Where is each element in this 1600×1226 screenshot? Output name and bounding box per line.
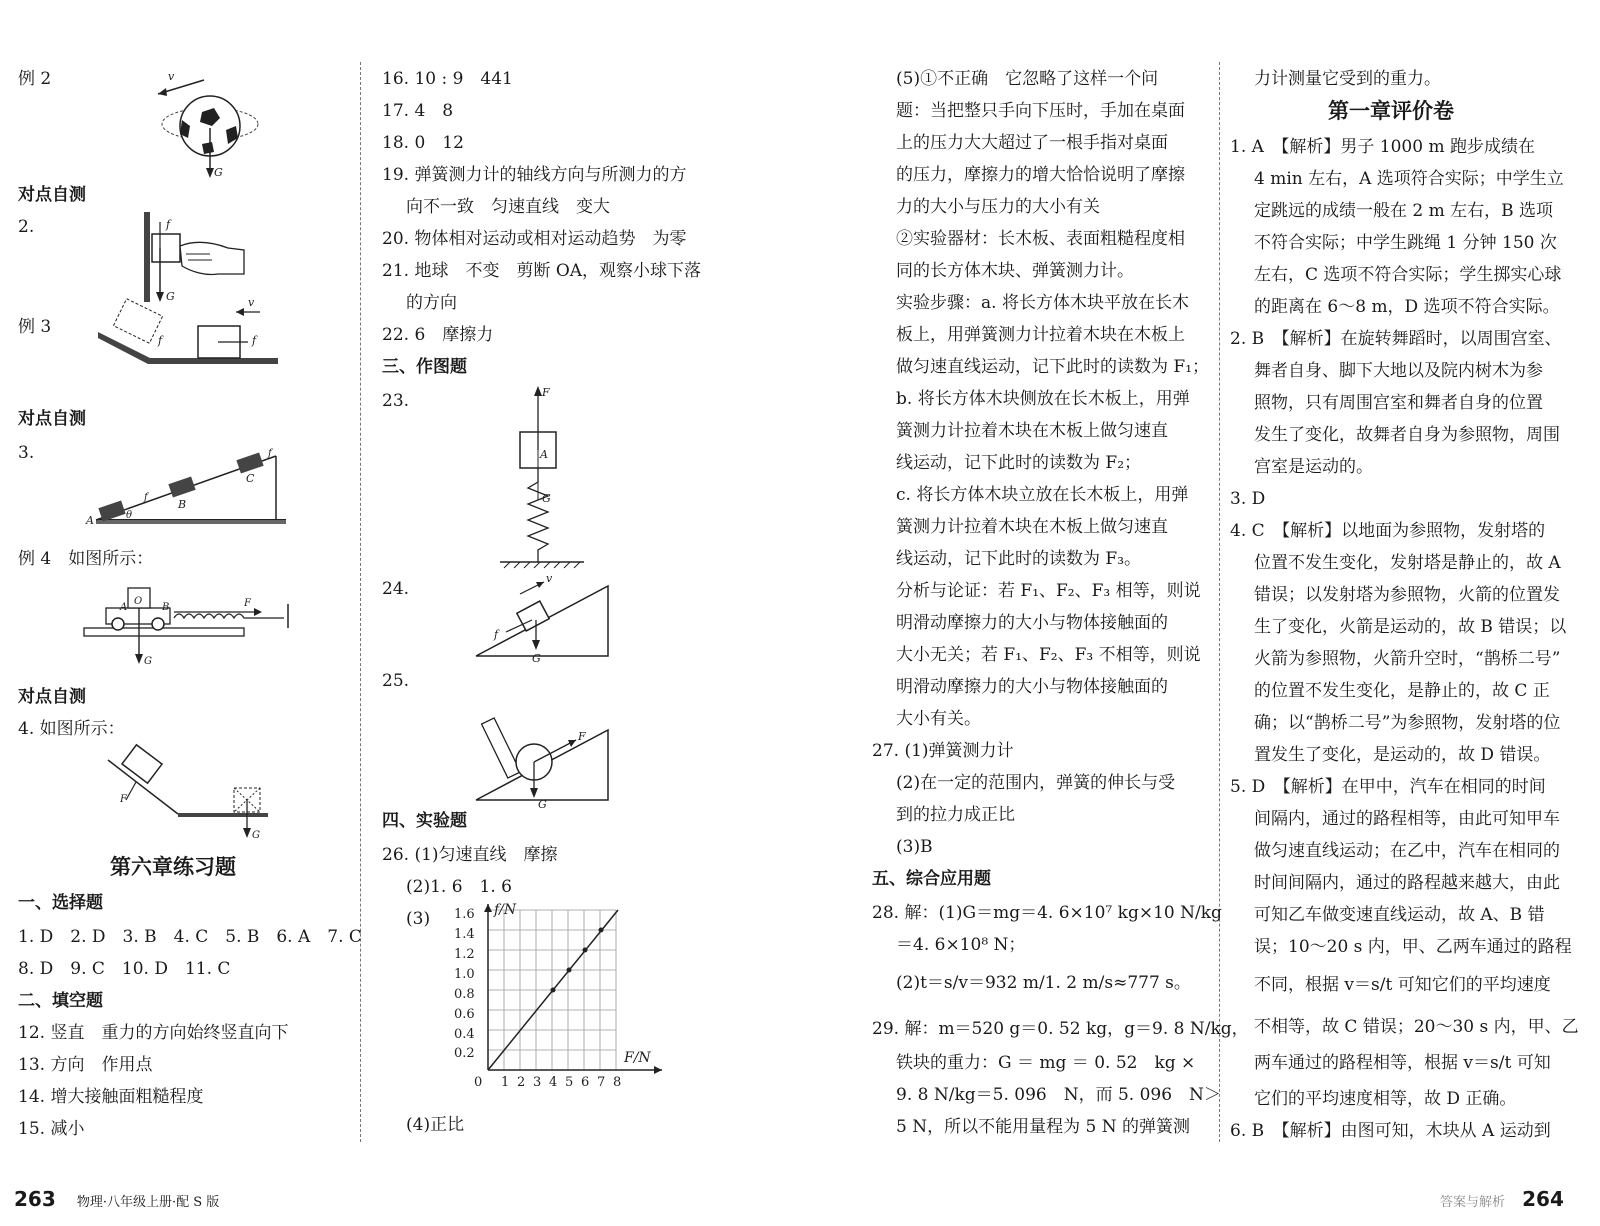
text-line: 间隔内，通过的路程相等，由此可知甲车 bbox=[1254, 809, 1560, 829]
text-line: 29. 解：m＝520 g＝0. 52 kg，g＝9. 8 N/kg， bbox=[872, 1019, 1249, 1039]
y-tick: 0.2 bbox=[454, 1046, 475, 1061]
text-line: b. 将长方体木块侧放在长木板上，用弹 bbox=[896, 389, 1190, 409]
text-line: 大小有关。 bbox=[896, 709, 981, 729]
example-2-label: 例 2 bbox=[18, 69, 52, 89]
data-point bbox=[567, 968, 572, 973]
footer-left bbox=[14, 1187, 219, 1211]
answer-line: 19. 弹簧测力计的轴线方向与所测力的方 bbox=[382, 165, 687, 185]
data-point bbox=[551, 988, 556, 993]
x-tick: 3 bbox=[533, 1075, 542, 1090]
answer-line: 15. 减小 bbox=[18, 1119, 85, 1139]
text-line: ＝4. 6×10⁸ N； bbox=[896, 935, 1026, 955]
svg-text:C: C bbox=[246, 472, 255, 485]
svg-text:A: A bbox=[540, 448, 548, 461]
x-tick: 5 bbox=[565, 1075, 574, 1090]
svg-text:f: f bbox=[494, 628, 499, 641]
svg-text:G: G bbox=[532, 652, 541, 665]
text-line: 力计测量它受到的重力。 bbox=[1254, 69, 1441, 89]
text-line: 线运动，记下此时的读数为 F₃。 bbox=[896, 549, 1142, 569]
slope-three-blocks-diagram bbox=[86, 448, 296, 528]
text-line: 时间间隔内，通过的路程越来越大，由此 bbox=[1254, 873, 1560, 893]
text-line: 不同，根据 v＝s/t 可知它们的平均速度 bbox=[1254, 975, 1551, 995]
y-tick: 0.8 bbox=[454, 987, 475, 1002]
self-test-heading: 对点自测 bbox=[18, 687, 86, 707]
text-line: 的压力，摩擦力的增大恰恰说明了摩擦 bbox=[896, 165, 1185, 185]
text-line: 照物，只有周围宫室和舞者自身的位置 bbox=[1254, 393, 1543, 413]
text-line: 宫室是运动的。 bbox=[1254, 457, 1373, 477]
cart-spring-diagram bbox=[84, 572, 304, 667]
text-line: 簧测力计拉着木块在木板上做匀速直 bbox=[896, 517, 1168, 537]
svg-text:F: F bbox=[578, 730, 586, 743]
text-line: 的位置不发生变化，是静止的，故 C 正 bbox=[1254, 681, 1550, 701]
text-line: 大小无关；若 F₁、F₂、F₃ 不相等，则说 bbox=[896, 645, 1201, 665]
text-line: 定跳远的成绩一般在 2 m 左右，B 选项 bbox=[1254, 201, 1554, 221]
text-line: 左右，C 选项不符合实际；学生掷实心球 bbox=[1254, 265, 1562, 285]
answer-line: 14. 增大接触面粗糙程度 bbox=[18, 1087, 204, 1107]
text-line: 两车通过的路程相等，根据 v＝s/t 可知 bbox=[1254, 1053, 1551, 1073]
question-number: 25. bbox=[382, 671, 410, 691]
text-line: 分析与论证：若 F₁、F₂、F₃ 相等，则说 bbox=[896, 581, 1201, 601]
text-line: 明滑动摩擦力的大小与物体接触面的 bbox=[896, 677, 1168, 697]
text-line: 生了变化，火箭是运动的，故 B 错误；以 bbox=[1254, 617, 1567, 637]
answer-line: (2)1. 6 1. 6 bbox=[406, 877, 512, 897]
book-title: 物理·八年级上册·配 S 版 bbox=[76, 1195, 220, 1210]
text-line: 簧测力计拉着木块在木板上做匀速直 bbox=[896, 421, 1168, 441]
text-line: 舞者自身、脚下大地以及院内树木为参 bbox=[1254, 361, 1543, 381]
text-line: 5 N，所以不能用量程为 5 N 的弹簧测 bbox=[896, 1117, 1190, 1137]
section-heading: 四、实验题 bbox=[382, 811, 467, 831]
self-test-heading: 对点自测 bbox=[18, 185, 86, 205]
x-tick: 7 bbox=[597, 1075, 606, 1090]
incline-ball-diagram bbox=[476, 704, 616, 811]
ball-diagram bbox=[158, 72, 268, 182]
y-tick: 1.6 bbox=[454, 907, 475, 922]
text-line: (3)B bbox=[896, 837, 933, 857]
section-heading: 三、作图题 bbox=[382, 357, 467, 377]
svg-text:F: F bbox=[244, 598, 251, 609]
data-point bbox=[599, 928, 604, 933]
text-line: 6. B 【解析】由图可知，木块从 A 运动到 bbox=[1230, 1121, 1551, 1141]
text-line: 28. 解：(1)G＝mg＝4. 6×10⁷ kg×10 N/kg bbox=[872, 903, 1222, 923]
text-line: 4 min 左右，A 选项符合实际；中学生立 bbox=[1254, 169, 1564, 189]
footer-right bbox=[1440, 1187, 1564, 1211]
svg-text:v: v bbox=[248, 296, 255, 309]
text-line: 线运动，记下此时的读数为 F₂； bbox=[896, 453, 1142, 473]
svg-text:A: A bbox=[86, 514, 94, 527]
answer-line: 1. D 2. D 3. B 4. C 5. B 6. A 7. C bbox=[18, 927, 362, 947]
text-line: 3. D bbox=[1230, 489, 1266, 509]
text-line: 实验步骤：a. 将长方体木块平放在长木 bbox=[896, 293, 1189, 313]
text-line: 误；10～20 s 内，甲、乙两车通过的路程 bbox=[1254, 937, 1572, 957]
question-number: 24. bbox=[382, 579, 410, 599]
graph-origin: 0 bbox=[474, 1075, 483, 1090]
y-tick: 0.6 bbox=[454, 1007, 475, 1022]
chapter-6-title: 第六章练习题 bbox=[110, 855, 236, 879]
text-line: 位置不发生变化，发射塔是静止的，故 A bbox=[1254, 553, 1561, 573]
text-line: (2)在一定的范围内，弹簧的伸长与受 bbox=[896, 773, 1176, 793]
svg-text:O: O bbox=[134, 596, 143, 607]
graph-x-label: F/N bbox=[624, 1050, 651, 1066]
text-line: (2)t＝s/v＝932 m/1. 2 m/s≈777 s。 bbox=[896, 973, 1191, 993]
section-heading: 五、综合应用题 bbox=[872, 869, 991, 889]
svg-text:B: B bbox=[162, 602, 170, 613]
svg-text:f: f bbox=[252, 334, 257, 347]
svg-text:f: f bbox=[158, 334, 163, 347]
svg-text:f: f bbox=[144, 492, 148, 503]
text-line: 2. B 【解析】在旋转舞蹈时，以周围宫室、 bbox=[1230, 329, 1562, 349]
answer-line: (4)正比 bbox=[406, 1115, 465, 1135]
column-divider bbox=[1219, 62, 1220, 1142]
x-axis-arrow bbox=[654, 1066, 662, 1074]
text-line: (5)①不正确 它忽略了这样一个问 bbox=[896, 69, 1159, 89]
answer-line: 16. 10 : 9 441 bbox=[382, 69, 513, 89]
x-tick: 2 bbox=[517, 1075, 526, 1090]
text-line: 板上，用弹簧测力计拉着木块在木板上 bbox=[896, 325, 1185, 345]
svg-text:G: G bbox=[166, 290, 175, 303]
friction-force-graph bbox=[448, 902, 678, 1090]
svg-text:F: F bbox=[542, 386, 550, 399]
y-tick: 1.0 bbox=[454, 967, 475, 982]
text-line: 做匀速直线运动；在乙中，汽车在相同的 bbox=[1254, 841, 1560, 861]
spring-block-diagram bbox=[500, 382, 610, 572]
question-number: 2. bbox=[18, 217, 35, 237]
text-line: 1. A 【解析】男子 1000 m 跑步成绩在 bbox=[1230, 137, 1535, 157]
answer-line: 17. 4 8 bbox=[382, 101, 454, 121]
text-line: 的距离在 6～8 m，D 选项不符合实际。 bbox=[1254, 297, 1560, 317]
text-line: 5. D 【解析】在甲中，汽车在相同的时间 bbox=[1230, 777, 1546, 797]
text-line: 做匀速直线运动，记下此时的读数为 F₁； bbox=[896, 357, 1210, 377]
text-line: 置发生了变化，是运动的，故 D 错误。 bbox=[1254, 745, 1551, 765]
text-line: 发生了变化，故舞者自身为参照物，周围 bbox=[1254, 425, 1560, 445]
svg-text:f: f bbox=[268, 448, 272, 459]
x-tick: 6 bbox=[581, 1075, 590, 1090]
hand-block-diagram bbox=[140, 212, 250, 307]
text-line: c. 将长方体木块立放在长木板上，用弹 bbox=[896, 485, 1189, 505]
svg-text:θ: θ bbox=[126, 510, 133, 521]
text-line: 可知乙车做变速直线运动，故 A、B 错 bbox=[1254, 905, 1545, 925]
question-number: 3. bbox=[18, 443, 35, 463]
text-line: ②实验器材：长木板、表面粗糙程度相 bbox=[896, 229, 1185, 249]
text-line: 9. 8 N/kg＝5. 096 N，而 5. 096 N＞ bbox=[896, 1085, 1221, 1105]
x-tick: 8 bbox=[613, 1075, 622, 1090]
answer-line: 18. 0 12 bbox=[382, 133, 464, 153]
svg-text:G: G bbox=[214, 166, 223, 179]
answer-line: 22. 6 摩擦力 bbox=[382, 325, 494, 345]
svg-text:B: B bbox=[178, 498, 187, 511]
svg-text:G: G bbox=[252, 830, 260, 841]
column-divider bbox=[360, 62, 361, 1142]
page-number-left: 263 bbox=[14, 1187, 56, 1211]
answer-line: 26. (1)匀速直线 摩擦 bbox=[382, 845, 558, 865]
svg-text:G: G bbox=[538, 798, 547, 811]
svg-text:f: f bbox=[166, 218, 171, 231]
svg-text:F: F bbox=[120, 794, 127, 805]
page-number-right: 264 bbox=[1522, 1187, 1564, 1211]
y-tick: 0.4 bbox=[454, 1027, 475, 1042]
self-test-heading: 对点自测 bbox=[18, 409, 86, 429]
answer-line: 20. 物体相对运动或相对运动趋势 为零 bbox=[382, 229, 687, 249]
text-line: 错误；以发射塔为参照物，火箭的位置发 bbox=[1254, 585, 1560, 605]
x-tick: 1 bbox=[501, 1075, 510, 1090]
text-line: 不相等，故 C 错误；20～30 s 内，甲、乙 bbox=[1254, 1017, 1579, 1037]
text-line: 它们的平均速度相等，故 D 正确。 bbox=[1254, 1089, 1517, 1109]
text-line: 题：当把整只手向下压时，手加在桌面 bbox=[896, 101, 1185, 121]
text-line: 不符合实际；中学生跳绳 1 分钟 150 次 bbox=[1254, 233, 1557, 253]
answer-line: 21. 地球 不变 剪断 OA，观察小球下落 bbox=[382, 261, 702, 281]
text-line: 到的拉力成正比 bbox=[896, 805, 1015, 825]
section-name: 答案与解析 bbox=[1440, 1195, 1506, 1210]
text-line: 确；以“鹊桥二号”为参照物，发射塔的位 bbox=[1254, 713, 1561, 733]
y-tick: 1.2 bbox=[454, 947, 475, 962]
incline-blocks-diagram bbox=[98, 298, 298, 368]
text-line: 同的长方体木块、弹簧测力计。 bbox=[896, 261, 1134, 281]
incline-block-friction-diagram bbox=[476, 572, 616, 665]
text-line: 铁块的重力：G ＝ mg ＝ 0. 52 kg × bbox=[896, 1053, 1196, 1073]
section-heading: 二、填空题 bbox=[18, 991, 103, 1011]
answer-line: (3) bbox=[406, 909, 431, 929]
text-line: 27. (1)弹簧测力计 bbox=[872, 741, 1014, 761]
x-tick: 4 bbox=[549, 1075, 558, 1090]
graph-y-label: f/N bbox=[494, 902, 517, 918]
question-number: 23. bbox=[382, 391, 410, 411]
svg-text:v: v bbox=[168, 70, 175, 83]
example-4-label: 例 4 如图所示： bbox=[18, 549, 154, 569]
y-tick: 1.4 bbox=[454, 927, 475, 942]
answer-line: 8. D 9. C 10. D 11. C bbox=[18, 959, 231, 979]
data-point bbox=[583, 948, 588, 953]
chapter-1-exam-title: 第一章评价卷 bbox=[1328, 99, 1454, 123]
example-3-label: 例 3 bbox=[18, 317, 52, 337]
answer-line: 的方向 bbox=[406, 293, 457, 313]
text-line: 明滑动摩擦力的大小与物体接触面的 bbox=[896, 613, 1168, 633]
answer-line: 12. 竖直 重力的方向始终竖直向下 bbox=[18, 1023, 289, 1043]
section-heading: 一、选择题 bbox=[18, 893, 103, 913]
text-line: 4. C 【解析】以地面为参照物，发射塔的 bbox=[1230, 521, 1546, 541]
question-4-label: 4. 如图所示： bbox=[18, 719, 125, 739]
svg-text:G: G bbox=[542, 492, 551, 505]
svg-text:v: v bbox=[546, 572, 553, 585]
block-slide-diagram bbox=[98, 742, 278, 842]
text-line: 火箭为参照物，火箭升空时，“鹊桥二号” bbox=[1254, 649, 1561, 669]
answer-line: 向不一致 匀速直线 变大 bbox=[406, 197, 610, 217]
svg-text:G: G bbox=[144, 656, 152, 667]
text-line: 力的大小与压力的大小有关 bbox=[896, 197, 1100, 217]
text-line: 上的压力大大超过了一根手指对桌面 bbox=[896, 133, 1168, 153]
answer-line: 13. 方向 作用点 bbox=[18, 1055, 153, 1075]
svg-text:A: A bbox=[120, 602, 128, 613]
y-axis-arrow bbox=[484, 904, 492, 912]
